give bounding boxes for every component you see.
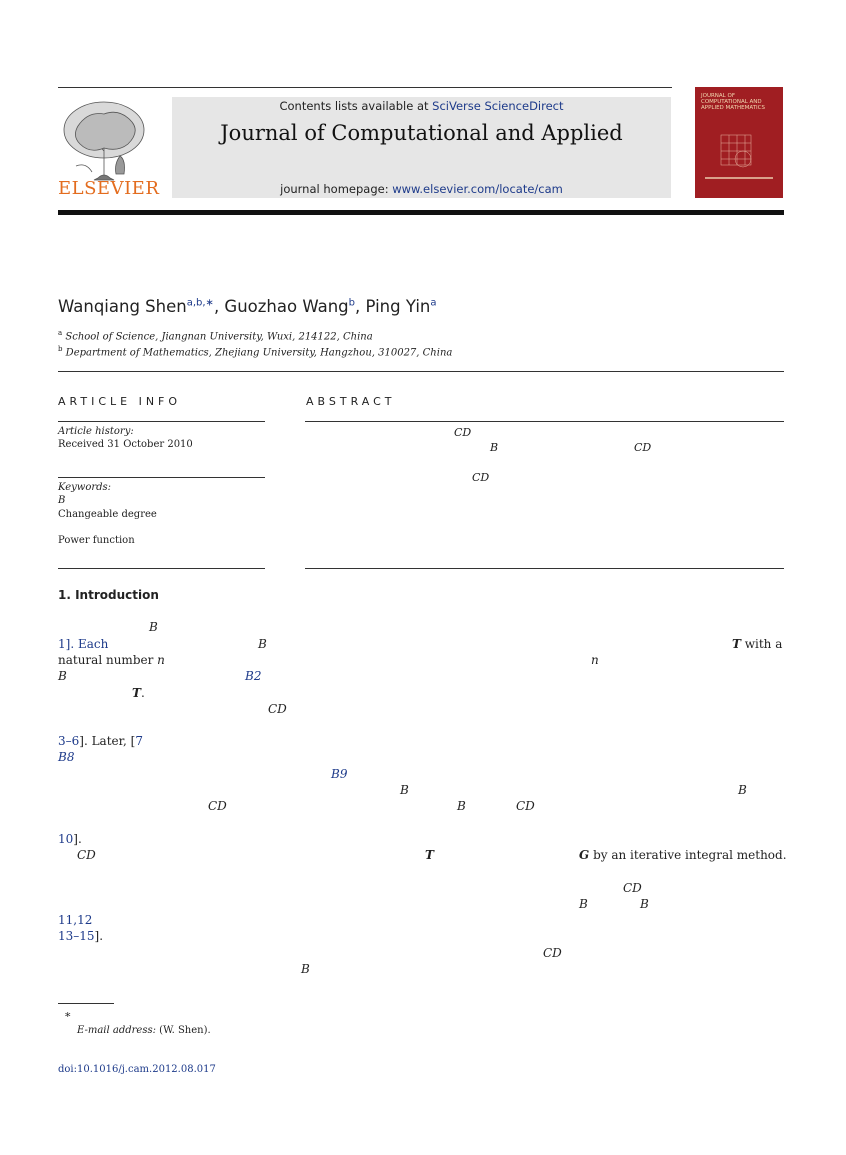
body-frag: B <box>301 962 310 976</box>
keyword-1: B <box>58 495 66 506</box>
journal-title: Journal of Computational and Applied <box>220 121 623 145</box>
abstract-frag-1: CD <box>454 426 472 439</box>
body-frag: B <box>738 783 747 797</box>
footnote-rule <box>58 1003 114 1004</box>
author-3[interactable]: , Ping Yin <box>355 297 431 316</box>
body-frag: B <box>258 637 267 651</box>
doi-link[interactable]: doi:10.1016/j.cam.2012.08.017 <box>58 1064 216 1075</box>
author-1[interactable]: Wanqiang Shen <box>58 297 187 316</box>
body-frag: B <box>579 897 588 911</box>
abstract-frag-3: CD <box>634 441 652 454</box>
body-frag: 3–6]. Later, [7 <box>58 734 144 748</box>
history-label: Article history: <box>58 426 134 437</box>
body-frag: CD <box>623 881 642 895</box>
body-frag[interactable]: B8 <box>58 750 75 764</box>
article-info-rule-3 <box>58 568 265 569</box>
body-frag[interactable]: B2 <box>245 669 262 683</box>
abstract-rule-bottom <box>305 568 784 569</box>
cover-rule <box>705 177 773 179</box>
homepage-line: journal homepage: www.elsevier.com/locate/cam <box>280 182 563 196</box>
body-frag: CD <box>543 946 562 960</box>
article-info-heading: ARTICLE INFO <box>58 395 182 408</box>
contents-line: Contents lists available at SciVerse ScienceDirect <box>279 99 564 113</box>
body-frag: 1]. Each <box>58 637 109 651</box>
abstract-frag-4: CD <box>472 471 490 484</box>
sciencedirect-link[interactable]: SciVerse ScienceDirect <box>432 99 564 113</box>
body-frag[interactable]: B9 <box>331 767 348 781</box>
affiliation-b: $^b$ Department of Mathematics, Zhejiang University, Hangzhou, 310027, China <box>58 345 453 359</box>
body-frag: natural number n <box>58 653 165 667</box>
author-line: Wanqiang Shen$^{a,b,∗}$, Guozhao Wang$^b$, Ping Yin$^a$ <box>58 297 437 316</box>
top-rule <box>58 87 672 88</box>
body-frag: B <box>400 783 409 797</box>
body-frag: T <box>425 848 434 862</box>
section-title: 1. Introduction <box>58 588 159 602</box>
abstract-rule-top <box>305 421 784 422</box>
header-thick-rule <box>58 210 784 215</box>
abstract-heading: ABSTRACT <box>306 395 396 408</box>
keywords-label: Keywords: <box>58 482 112 493</box>
received-date: Received 31 October 2010 <box>58 439 193 450</box>
keyword-4: Power function <box>58 535 135 546</box>
body-frag[interactable]: 11,12 <box>58 913 93 927</box>
body-frag: 13–15]. <box>58 929 104 943</box>
body-frag: B <box>457 799 466 813</box>
keyword-2: Changeable degree <box>58 509 157 520</box>
footnote-email: E-mail address: (W. Shen). <box>77 1025 211 1036</box>
abstract-frag-2: B <box>490 441 499 454</box>
body-frag: n <box>591 653 599 667</box>
body-frag: T with a <box>732 637 783 651</box>
body-frag: G by an iterative integral method. <box>579 848 787 862</box>
info-top-rule <box>58 371 784 372</box>
author-2[interactable]: , Guozhao Wang <box>213 297 349 316</box>
body-frag: CD <box>77 848 96 862</box>
publisher-name: ELSEVIER <box>58 178 160 199</box>
footnote-star: ∗ <box>64 1008 72 1021</box>
cover-grid-icon <box>719 133 759 173</box>
cover-title: JOURNAL OF COMPUTATIONAL AND APPLIED MATHEMATICS <box>701 93 765 111</box>
body-frag: 10]. <box>58 832 82 846</box>
journal-banner <box>172 97 671 198</box>
article-info-rule-1 <box>58 421 265 422</box>
body-frag: CD <box>516 799 535 813</box>
body-frag: CD <box>208 799 227 813</box>
body-frag: B <box>58 669 67 683</box>
body-frag: CD <box>268 702 287 716</box>
homepage-link[interactable]: www.elsevier.com/locate/cam <box>392 182 563 196</box>
elsevier-logo[interactable] <box>58 96 160 200</box>
journal-cover[interactable] <box>695 87 783 198</box>
article-info-rule-2 <box>58 477 265 478</box>
body-frag: B <box>149 620 158 634</box>
body-frag: T. <box>132 686 145 700</box>
body-frag: B <box>640 897 649 911</box>
affiliation-a: $^a$ School of Science, Jiangnan University, Wuxi, 214122, China <box>58 329 373 343</box>
